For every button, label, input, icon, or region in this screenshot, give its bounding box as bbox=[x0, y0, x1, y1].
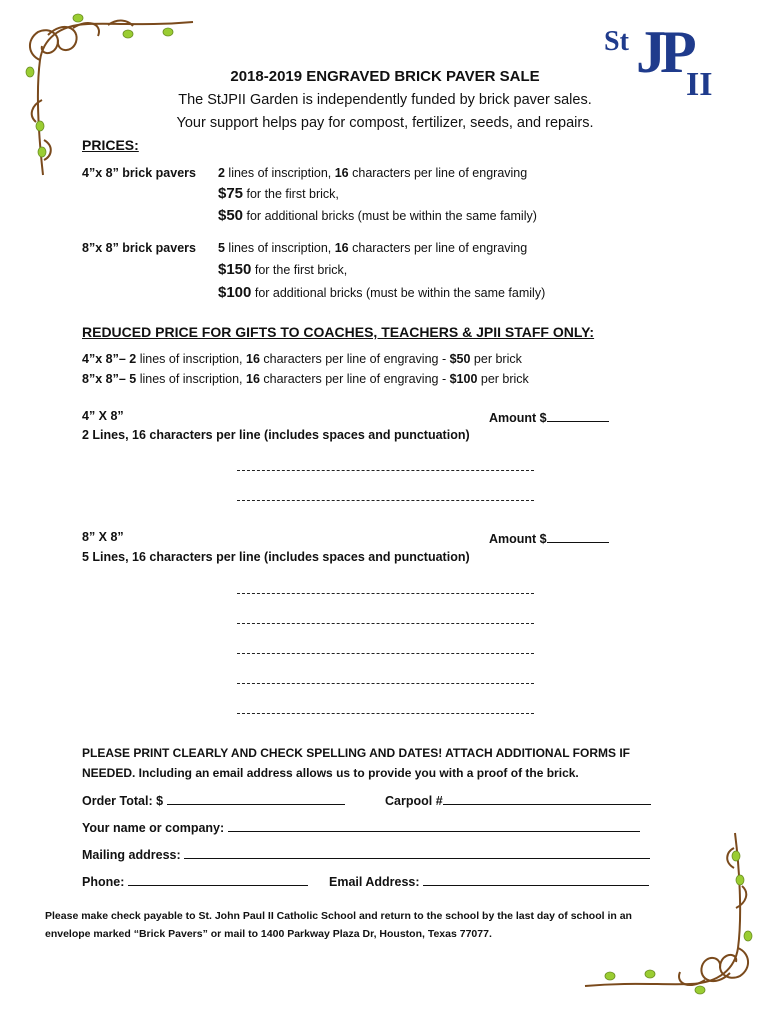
engraving-line-large-2[interactable] bbox=[237, 623, 534, 624]
form-large-label: 8” X 8” bbox=[82, 530, 124, 544]
phone-field[interactable] bbox=[128, 873, 308, 886]
price-small-label: 4”x 8” brick pavers bbox=[82, 166, 196, 180]
order-total-row: Order Total: $ bbox=[82, 792, 345, 808]
carpool-row: Carpool # bbox=[385, 792, 651, 808]
intro-line-2: Your support helps pay for compost, fertilizer, seeds, and repairs. bbox=[176, 115, 594, 131]
amount-large-field[interactable] bbox=[547, 530, 609, 543]
logo-st: St bbox=[604, 26, 629, 57]
engraving-line-small-2[interactable] bbox=[237, 500, 534, 501]
name-row: Your name or company: bbox=[82, 819, 640, 835]
price-small-spec: 2 lines of inscription, 16 characters per line of engraving bbox=[218, 166, 528, 180]
form-small-amount: Amount $ bbox=[489, 409, 609, 425]
price-large-spec: 5 lines of inscription, 16 characters per line of engraving bbox=[218, 241, 528, 255]
footer-line-2: envelope marked “Brick Pavers” or mail to 1400 Parkway Plaza Dr, Houston, Texas 77077. bbox=[45, 928, 492, 940]
notice-line-2: NEEDED. Including an email address allows us to provide you with a proof of the brick. bbox=[82, 766, 579, 780]
logo-jp: JP bbox=[636, 19, 691, 85]
reduced-heading: REDUCED PRICE FOR GIFTS TO COACHES, TEACHERS & JPII STAFF ONLY: bbox=[82, 324, 595, 340]
engraving-line-large-1[interactable] bbox=[237, 593, 534, 594]
form-small-label: 4” X 8” bbox=[82, 409, 124, 423]
price-large-additional: $100 for additional bricks (must be within the same family) bbox=[218, 284, 546, 301]
phone-row: Phone: bbox=[82, 873, 308, 889]
email-row: Email Address: bbox=[329, 873, 649, 889]
engraving-line-large-4[interactable] bbox=[237, 683, 534, 684]
mailing-field[interactable] bbox=[184, 846, 650, 859]
price-small-first: $75 for the first brick, bbox=[218, 185, 339, 202]
engraving-line-large-5[interactable] bbox=[237, 713, 534, 714]
form-small-desc: 2 Lines, 16 characters per line (includes spaces and punctuation) bbox=[82, 428, 470, 442]
engraving-line-large-3[interactable] bbox=[237, 653, 534, 654]
price-small-additional: $50 for additional bricks (must be within the same family) bbox=[218, 207, 537, 224]
email-field[interactable] bbox=[423, 873, 649, 886]
notice-line-1: PLEASE PRINT CLEARLY AND CHECK SPELLING AND DATES! ATTACH ADDITIONAL FORMS IF bbox=[82, 746, 631, 760]
reduced-line-1: 4”x 8”– 2 lines of inscription, 16 characters per line of engraving - $50 per brick bbox=[82, 352, 522, 366]
prices-heading: PRICES: bbox=[82, 137, 139, 153]
order-total-field[interactable] bbox=[167, 792, 345, 805]
footer-line-1: Please make check payable to St. John Paul II Catholic School and return to the school by the last day of school in an bbox=[45, 910, 632, 922]
form-large-amount: Amount $ bbox=[489, 530, 609, 546]
reduced-line-2: 8”x 8”– 5 lines of inscription, 16 characters per line of engraving - $100 per brick bbox=[82, 372, 529, 386]
engraving-line-small-1[interactable] bbox=[237, 470, 534, 471]
name-field[interactable] bbox=[228, 819, 640, 832]
carpool-field[interactable] bbox=[443, 792, 651, 805]
page-title: 2018-2019 ENGRAVED BRICK PAVER SALE bbox=[230, 68, 540, 85]
amount-small-field[interactable] bbox=[547, 409, 609, 422]
footer-instructions bbox=[45, 907, 665, 943]
intro-line-1: The StJPII Garden is independently funded by brick paver sales. bbox=[178, 92, 592, 108]
form-large-desc: 5 Lines, 16 characters per line (includes spaces and punctuation) bbox=[82, 550, 470, 564]
price-large-first: $150 for the first brick, bbox=[218, 261, 348, 278]
price-large-label: 8”x 8” brick pavers bbox=[82, 241, 196, 255]
logo-ii: II bbox=[686, 66, 713, 103]
mailing-row: Mailing address: bbox=[82, 846, 650, 862]
